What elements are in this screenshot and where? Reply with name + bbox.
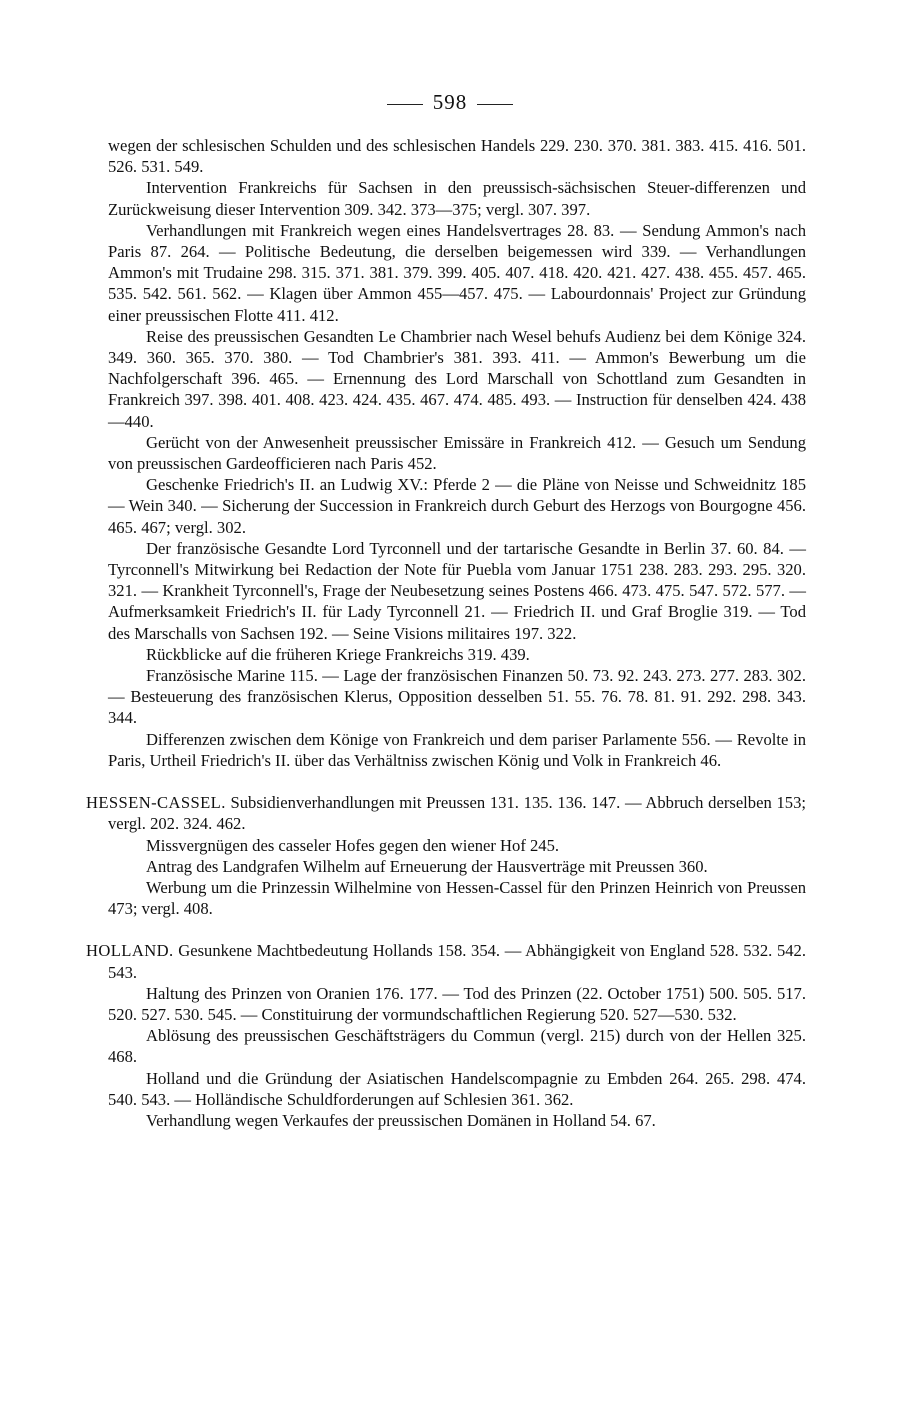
page-number-dash-right	[477, 104, 513, 105]
paragraph: Rückblicke auf die früheren Kriege Frankreichs 319. 439.	[146, 644, 530, 664]
paragraph: Missvergnügen des casseler Hofes gegen den wiener Hof 245.	[146, 835, 560, 855]
entry-first-text: Gesunkene Machtbedeutung Hollands 158. 354. — Abhängigkeit von England 528. 532. 542. 543.	[108, 941, 806, 982]
entry-holland	[86, 940, 806, 1131]
paragraph: Antrag des Landgrafen Wilhelm auf Erneuerung der Hausverträge mit Preussen 360.	[146, 856, 708, 876]
paragraph: Werbung um die Prinzessin Wilhelmine von Hessen-Cassel für den Prinzen Heinrich von Preussen 473; vergl. 408.	[108, 877, 806, 919]
paragraph: Intervention Frankreichs für Sachsen in den preussisch-sächsischen Steuer-differenzen und Zurückweisung dieser Intervention 309. 342. 373—375; vergl. 307. 397.	[108, 178, 806, 219]
entry-first-paragraph	[86, 792, 806, 834]
entry-heading: HESSEN-CASSEL.	[86, 793, 226, 813]
paragraph: Haltung des Prinzen von Oranien 176. 177. — Tod des Prinzen (22. October 1751) 500. 505. 517. 520. 527. 530. 545. — Constituirung der vormundschaftlichen Regierung 520. 527—530. 532.	[108, 983, 806, 1024]
entry-first-text: Subsidienverhandlungen mit Preussen 131. 135. 136. 147. — Abbruch derselben 153; vergl. 202. 324. 462.	[108, 793, 806, 834]
page-number	[0, 90, 900, 115]
paragraph: Der französische Gesandte Lord Tyrconnell und der tartarische Gesandte in Berlin 37. 60. 84. — Tyrconnell's Mitwirkung bei Redaction der Note für Puebla vom Januar 1751 238. 283. 293. 295. 320. 321. — Krankheit Tyrconnell's, Frage der Neubesetzung seines Postens 466. 473. 475. 547. 572. 577. — Aufmerksamkeit Friedrich's II. für Lady Tyrconnell 21. — Friedrich II. und Graf Broglie 319. — Tod des Marschalls von Sachsen 192. — Seine Visions militaires 197. 322.	[108, 538, 806, 643]
paragraph: Französische Marine 115. — Lage der französischen Finanzen 50. 73. 92. 243. 273. 277. 283. 302. — Besteuerung des französischen Klerus, Opposition desselben 51. 55. 76. 78. 81. 91. 292. 298. 343. 344.	[108, 666, 806, 728]
entry-hessen-cassel	[86, 792, 806, 919]
paragraph: Differenzen zwischen dem Könige von Frankreich und dem pariser Parlamente 556. — Revolte in Paris, Urtheil Friedrich's II. über das Verhältniss zwischen König und Volk in Frankreich 46.	[108, 729, 806, 770]
paragraph: Verhandlung wegen Verkaufes der preussischen Domänen in Holland 54. 67.	[146, 1110, 656, 1130]
entry-frankreich-continued	[86, 135, 806, 771]
index-text	[86, 135, 806, 1131]
paragraph: Ablösung des preussischen Geschäftsträgers du Commun (vergl. 215) durch von der Hellen 325. 468.	[108, 1026, 806, 1067]
paragraph: Verhandlungen mit Frankreich wegen eines Handelsvertrages 28. 83. — Sendung Ammon's nach Paris 87. 264. — Politische Bedeutung, die derselben beigemessen wird 339. — Verhandlungen Ammon's mit Trudaine 298. 315. 371. 381. 379. 399. 405. 407. 418. 420. 421. 427. 438. 455. 457. 465. 535. 542. 561. 562. — Klagen über Ammon 455—457. 475. — Labourdonnais' Project zur Gründung einer preussischen Flotte 411. 412.	[108, 220, 806, 325]
paragraph: Reise des preussischen Gesandten Le Chambrier nach Wesel behufs Audienz bei dem Könige 324. 349. 360. 365. 370. 380. — Tod Chambrier's 381. 393. 411. — Ammon's Bewerbung um die Nachfolgerschaft 396. 465. — Ernennung des Lord Marschall von Schottland zum Gesandten in Frankreich 397. 398. 401. 408. 423. 424. 435. 467. 474. 485. 493. — Instruction für denselben 424. 438—440.	[108, 326, 806, 431]
paragraph: Geschenke Friedrich's II. an Ludwig XV.: Pferde 2 — die Pläne von Neisse und Schweidnitz 185 — Wein 340. — Sicherung der Succession in Frankreich durch Geburt des Herzogs von Bourgogne 456. 465. 467; vergl. 302.	[108, 475, 806, 537]
page-number-value: 598	[432, 90, 468, 114]
paragraph: Holland und die Gründung der Asiatischen Handelscompagnie zu Embden 264. 265. 298. 474. 540. 543. — Holländische Schuldforderungen auf Schlesien 361. 362.	[108, 1068, 806, 1109]
entry-first-paragraph	[86, 940, 806, 982]
entry-heading: HOLLAND.	[86, 941, 174, 961]
paragraph: wegen der schlesischen Schulden und des schlesischen Handels 229. 230. 370. 381. 383. 415. 416. 501. 526. 531. 549.	[108, 136, 806, 177]
paragraph: Gerücht von der Anwesenheit preussischer Emissäre in Frankreich 412. — Gesuch um Sendung von preussischen Gardeofficieren nach Paris 452.	[108, 432, 806, 474]
page-number-dash-left	[387, 104, 423, 105]
